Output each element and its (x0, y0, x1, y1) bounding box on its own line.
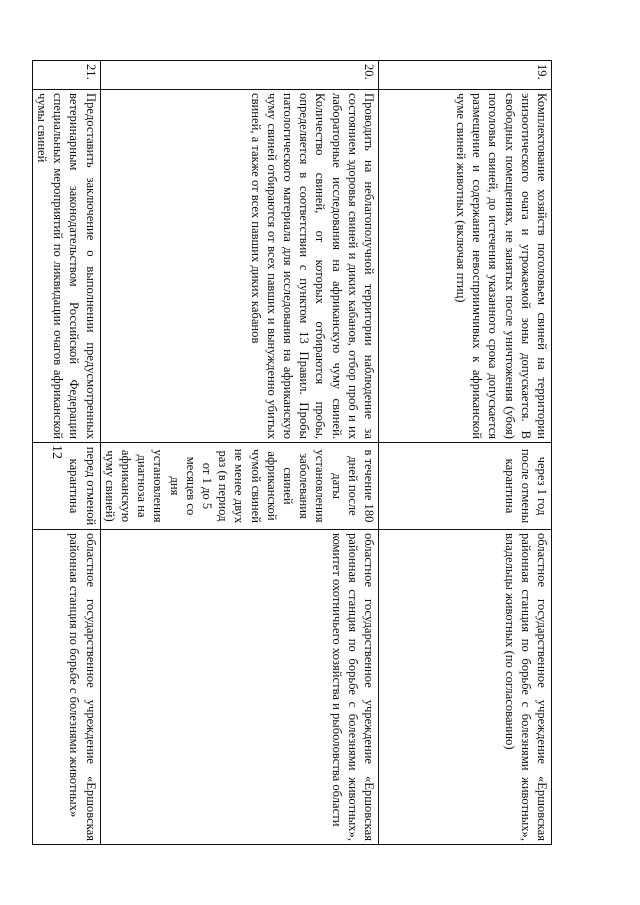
row-number: 21. (32, 61, 100, 90)
page-number: 12 (49, 445, 64, 459)
responsible-text: областное государственное учреждение «Ершовская районная станция по борьбе с болезнями животных» (32, 530, 100, 845)
responsible-text: областное государственное учреждение «Ершовская районная станция по борьбе с болезнями животных», владельцы животных (по согласованию) (379, 530, 552, 845)
table-row (100, 61, 378, 845)
measures-table (32, 60, 552, 845)
deadline-text: перед отменой карантина (32, 443, 100, 530)
measure-text: Предоставить заключение о выполнении предусмотренных ветеринарным законодательством Российской Федерации специальных мероприятий по ликвидации очагов африканской чумы свиней (32, 90, 100, 443)
table-row (379, 61, 552, 845)
responsible-text: областное государственное учреждение «Ершовская районная станция по борьбе с болезнями животных», комитет охотничьего хозяйства и рыболовства области (100, 530, 378, 845)
table-row (32, 61, 100, 845)
measure-text: Комплектование хозяйств поголовьем свиней на территории эпизоотического очага и угрожаемой зоны допускается. В свободных помещениях, не занятых после уничтожения (убоя) поголовья свиней, до истечения указанного срока допускается размещение и содержание невосприимчивых к африканской чуме свиней животных (включая птиц) (379, 90, 552, 443)
deadline-text: в течение 180 дней после даты установления заболевания свиней африканской чумой свиней не менее двух раз (в период от 1 до 5 месяцев со дня установления диагноза на африканскую чуму свиней) (100, 443, 378, 530)
measure-text: Проводить на неблагополучной территории наблюдение за состоянием здоровья свиней и диких кабанов, отбор проб и их лабораторные исследования на африканскую чуму свиней. Количество свиней, от которых отбираются пробы, определяется в соответствии с пунктом 13 Правил. Пробы патологического материала для исследования на африканскую чуму свиней отбираются от всех павших и вынужденно убитых свиней, а также от всех павших диких кабанов (100, 90, 378, 443)
deadline-text: через 1 год после отмены карантина (379, 443, 552, 530)
row-number: 20. (100, 61, 378, 90)
row-number: 19. (379, 61, 552, 90)
